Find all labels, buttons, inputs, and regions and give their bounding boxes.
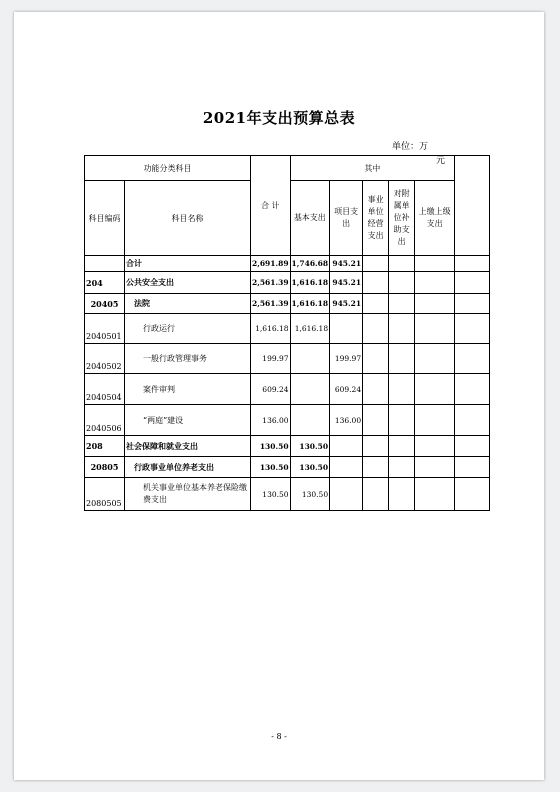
cell-empty bbox=[389, 478, 415, 511]
cell-project: 945.21 bbox=[330, 294, 363, 314]
cell-project bbox=[330, 314, 363, 344]
cell-name: 行政运行 bbox=[125, 314, 251, 344]
cell-code: 2040506 bbox=[85, 405, 125, 436]
cell-empty bbox=[389, 344, 415, 374]
cell-empty bbox=[389, 457, 415, 478]
cell-empty bbox=[389, 436, 415, 457]
cell-empty bbox=[389, 256, 415, 272]
cell-empty bbox=[455, 457, 490, 478]
cell-empty bbox=[415, 294, 455, 314]
cell-project bbox=[330, 478, 363, 511]
table-row bbox=[85, 478, 490, 511]
page-number: - 8 - bbox=[271, 732, 287, 741]
cell-code: 208 bbox=[85, 436, 125, 457]
budget-table bbox=[84, 155, 490, 511]
cell-empty bbox=[363, 344, 389, 374]
header-business: 事业单位经营支出 bbox=[363, 181, 389, 256]
cell-empty bbox=[389, 272, 415, 294]
cell-basic bbox=[290, 405, 330, 436]
cell-total: 2,561.39 bbox=[251, 294, 291, 314]
cell-name: 机关事业单位基本养老保险缴费支出 bbox=[125, 478, 251, 511]
cell-basic: 130.50 bbox=[290, 436, 330, 457]
cell-empty bbox=[363, 272, 389, 294]
cell-project: 609.24 bbox=[330, 374, 363, 405]
header-total: 合 计 bbox=[251, 156, 291, 256]
cell-project: 136.00 bbox=[330, 405, 363, 436]
header-row-1 bbox=[85, 156, 490, 181]
cell-name: 案件审判 bbox=[125, 374, 251, 405]
header-blank bbox=[455, 156, 490, 256]
cell-empty bbox=[363, 405, 389, 436]
cell-code: 2040502 bbox=[85, 344, 125, 374]
unit-text: 单位：万 bbox=[392, 142, 429, 152]
cell-total: 609.24 bbox=[251, 374, 291, 405]
unit-suffix: 元 bbox=[436, 156, 446, 166]
table-row bbox=[85, 374, 490, 405]
cell-total: 136.00 bbox=[251, 405, 291, 436]
cell-empty bbox=[389, 314, 415, 344]
cell-code: 20405 bbox=[85, 294, 125, 314]
cell-code bbox=[85, 256, 125, 272]
cell-empty bbox=[415, 256, 455, 272]
cell-name: 法院 bbox=[125, 294, 251, 314]
cell-basic bbox=[290, 344, 330, 374]
cell-code: 2080505 bbox=[85, 478, 125, 511]
cell-name: 合计 bbox=[125, 256, 251, 272]
cell-total: 2,691.89 bbox=[251, 256, 291, 272]
table-row bbox=[85, 457, 490, 478]
cell-empty bbox=[415, 457, 455, 478]
cell-total: 199.97 bbox=[251, 344, 291, 374]
header-upper: 上缴上级支出 bbox=[415, 181, 455, 256]
cell-code: 2040501 bbox=[85, 314, 125, 344]
cell-empty bbox=[415, 436, 455, 457]
cell-empty bbox=[363, 256, 389, 272]
cell-code: 2040504 bbox=[85, 374, 125, 405]
cell-project bbox=[330, 436, 363, 457]
header-of-which: 其中 bbox=[290, 156, 455, 181]
cell-empty bbox=[455, 405, 490, 436]
table-row bbox=[85, 436, 490, 457]
cell-name: 行政事业单位养老支出 bbox=[125, 457, 251, 478]
cell-empty bbox=[415, 314, 455, 344]
cell-empty bbox=[389, 405, 415, 436]
cell-empty bbox=[455, 256, 490, 272]
cell-basic: 1,616.18 bbox=[290, 294, 330, 314]
table-row bbox=[85, 272, 490, 294]
cell-name: 一般行政管理事务 bbox=[125, 344, 251, 374]
table-row bbox=[85, 405, 490, 436]
header-code: 科目编码 bbox=[85, 181, 125, 256]
cell-name: 社会保障和就业支出 bbox=[125, 436, 251, 457]
cell-name: “两庭”建设 bbox=[125, 405, 251, 436]
cell-empty bbox=[363, 436, 389, 457]
cell-empty bbox=[389, 374, 415, 405]
table-row bbox=[85, 344, 490, 374]
cell-total: 2,561.39 bbox=[251, 272, 291, 294]
header-project: 项目支出 bbox=[330, 181, 363, 256]
cell-empty bbox=[415, 478, 455, 511]
cell-project: 199.97 bbox=[330, 344, 363, 374]
cell-basic: 130.50 bbox=[290, 457, 330, 478]
cell-empty bbox=[455, 436, 490, 457]
cell-empty bbox=[455, 478, 490, 511]
cell-basic: 1,616.18 bbox=[290, 272, 330, 294]
cell-code: 204 bbox=[85, 272, 125, 294]
cell-empty bbox=[363, 478, 389, 511]
cell-basic bbox=[290, 374, 330, 405]
cell-empty bbox=[455, 294, 490, 314]
document-page bbox=[14, 12, 544, 780]
cell-empty bbox=[363, 374, 389, 405]
cell-name: 公共安全支出 bbox=[125, 272, 251, 294]
cell-empty bbox=[389, 294, 415, 314]
cell-empty bbox=[455, 272, 490, 294]
cell-empty bbox=[455, 344, 490, 374]
cell-empty bbox=[415, 344, 455, 374]
cell-code: 20805 bbox=[85, 457, 125, 478]
cell-total: 130.50 bbox=[251, 436, 291, 457]
header-basic: 基本支出 bbox=[290, 181, 330, 256]
cell-empty bbox=[363, 294, 389, 314]
header-functional-category: 功能分类科目 bbox=[85, 156, 251, 181]
cell-project bbox=[330, 457, 363, 478]
header-subsidy: 对附属单位补助支出 bbox=[389, 181, 415, 256]
cell-empty bbox=[415, 272, 455, 294]
cell-project: 945.21 bbox=[330, 272, 363, 294]
cell-empty bbox=[415, 405, 455, 436]
cell-basic: 1,616.18 bbox=[290, 314, 330, 344]
cell-basic: 1,746.68 bbox=[290, 256, 330, 272]
cell-empty bbox=[363, 314, 389, 344]
cell-empty bbox=[363, 457, 389, 478]
table-row-total bbox=[85, 256, 490, 272]
cell-empty bbox=[415, 374, 455, 405]
cell-total: 1,616.18 bbox=[251, 314, 291, 344]
cell-total: 130.50 bbox=[251, 457, 291, 478]
cell-project: 945.21 bbox=[330, 256, 363, 272]
table-row bbox=[85, 314, 490, 344]
header-name: 科目名称 bbox=[125, 181, 251, 256]
cell-empty bbox=[455, 314, 490, 344]
cell-basic: 130.50 bbox=[290, 478, 330, 511]
table-row bbox=[85, 294, 490, 314]
cell-empty bbox=[455, 374, 490, 405]
page-title: 2021年支出预算总表 bbox=[202, 109, 356, 127]
cell-total: 130.50 bbox=[251, 478, 291, 511]
